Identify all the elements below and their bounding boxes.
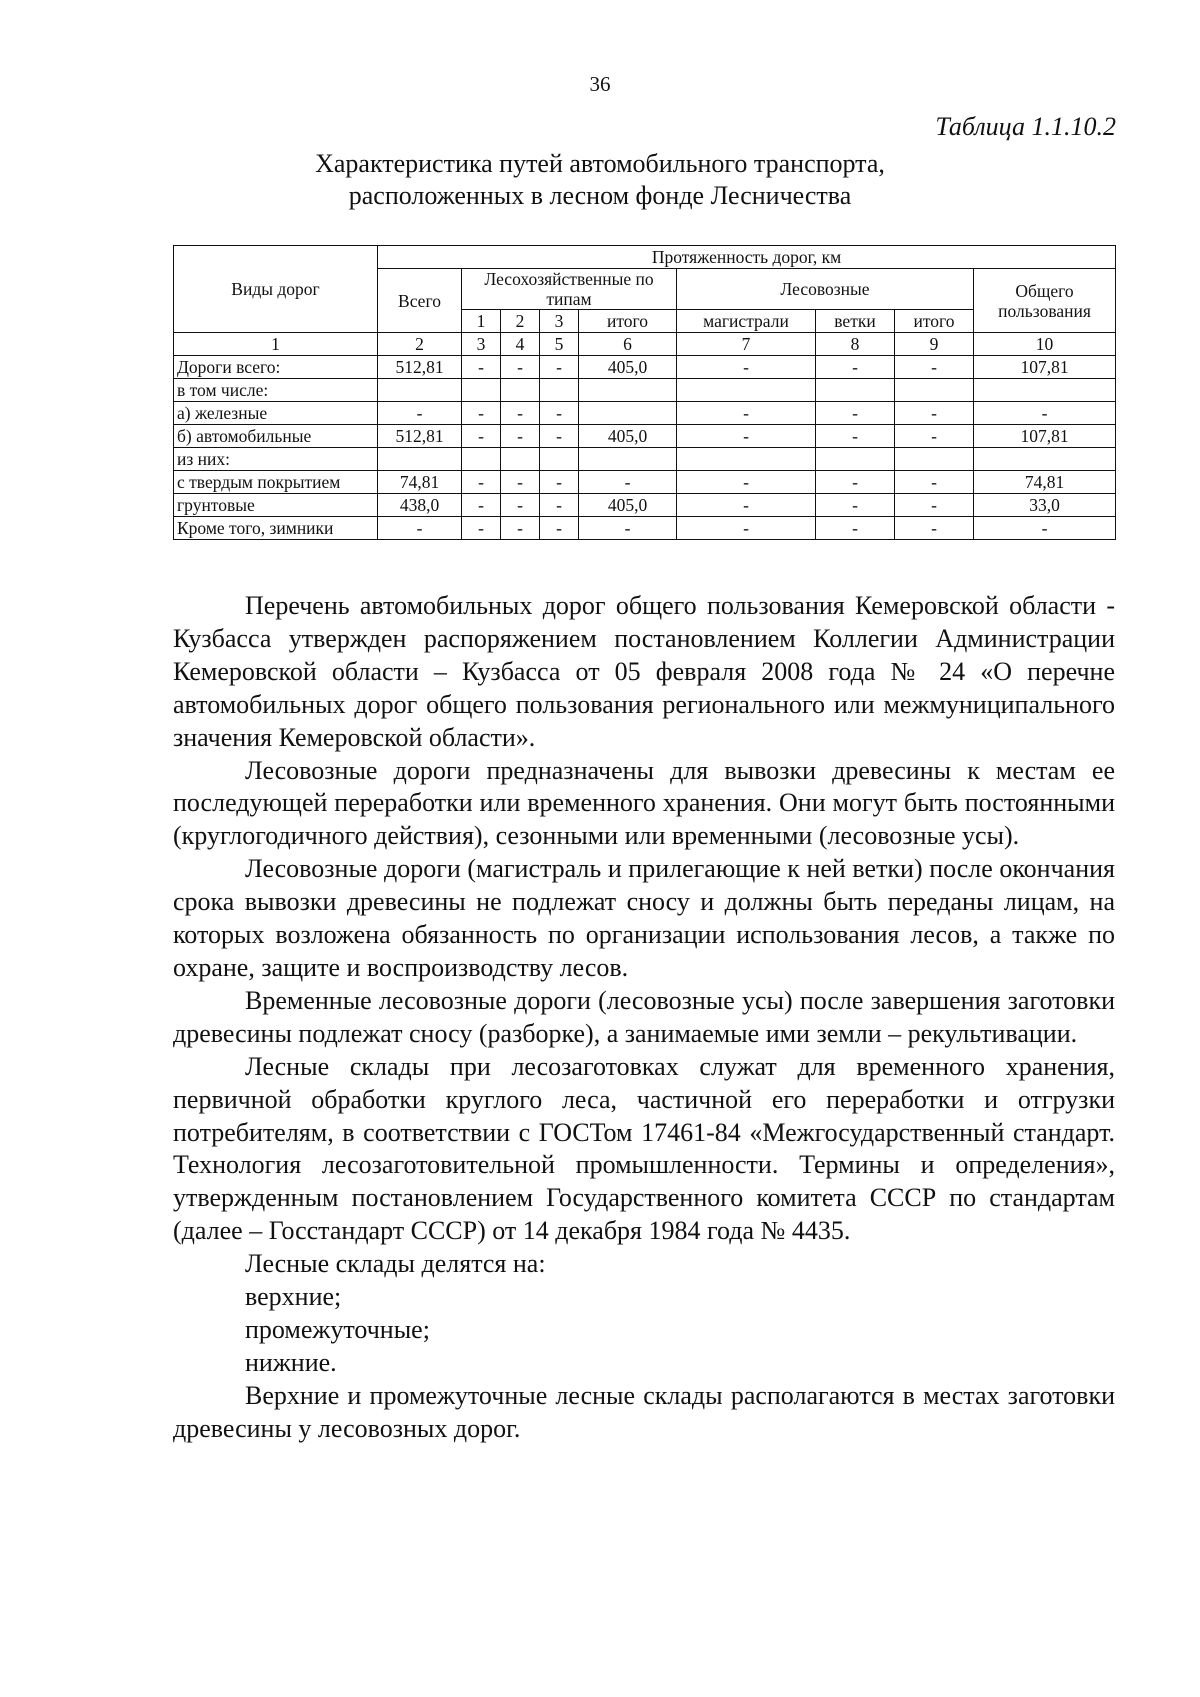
table-cell: - [540,494,579,517]
header-public: Общего пользования [974,269,1116,333]
table-cell: - [677,402,816,425]
table-cell: - [816,494,895,517]
table-cell: 405,0 [579,425,677,448]
table-cell [579,402,677,425]
table-cell: - [462,471,501,494]
table-cell: 438,0 [378,494,462,517]
table-row [174,425,1116,448]
header-type-2: 2 [501,310,540,333]
col-number: 7 [677,333,816,356]
table-cell [462,448,501,471]
table-cell [677,379,816,402]
row-label: в том числе: [174,379,378,402]
row-label: из них: [174,448,378,471]
table-cell: - [462,425,501,448]
table-row [174,448,1116,471]
table-cell [501,448,540,471]
table-row [174,356,1116,379]
table-cell: - [462,402,501,425]
table-row [174,471,1116,494]
header-length: Протяженность дорог, км [378,246,1116,269]
row-label: Дороги всего: [174,356,378,379]
header-logging-total: итого [895,310,974,333]
header-type-3: 3 [540,310,579,333]
body-text [173,590,1115,1446]
table-cell: - [540,356,579,379]
table-cell: 512,81 [378,425,462,448]
table-cell: - [462,494,501,517]
table-cell: - [579,517,677,540]
row-label: с твердым покрытием [174,471,378,494]
list-item: нижние. [245,1347,337,1377]
paragraph: Лесовозные дороги (магистраль и прилегающие к ней ветки) после окончания срока вывозки древесины не подлежат сносу и должны быть переданы лицам, на которых возложена обязанность по организации использования лесов, а также по охране, защите и воспроизводству лесов. [173,854,1115,982]
table-cell [501,379,540,402]
table-row [174,402,1116,425]
paragraph: Лесные склады при лесозаготовках служат для временного хранения, первичной обработки круглого леса, частичной его переработки и отгрузки потребителям, в соответствии с ГОСТом 17461-84 «Межгосударственный стандарт. Технология лесозаготовительной промышленности. Термины и определения», утвержденным постановлением Государственного комитета СССР по стандартам (далее – Госстандарт СССР) от 14 декабря 1984 года № 4435. [173,1051,1115,1246]
table-cell: 512,81 [378,356,462,379]
table-cell: - [540,402,579,425]
table-cell: - [974,402,1116,425]
table-cell [378,379,462,402]
table-body [174,356,1116,540]
table-cell: - [501,356,540,379]
col-number: 8 [816,333,895,356]
table-cell [816,379,895,402]
table-cell: - [501,402,540,425]
table-cell [540,379,579,402]
table-cell [895,448,974,471]
table-cell: - [540,517,579,540]
table-cell: - [816,471,895,494]
paragraph: Верхние и промежуточные лесные склады располагаются в местах заготовки древесины у лесовозных дорог. [173,1380,1115,1443]
table-cell: - [462,356,501,379]
header-total: Всего [378,269,462,333]
col-number: 10 [974,333,1116,356]
table-cell: - [378,517,462,540]
table-cell: 74,81 [378,471,462,494]
table-cell [974,448,1116,471]
paragraph: Лесные склады делятся на: [245,1249,546,1279]
table-cell: - [378,402,462,425]
table-cell [677,448,816,471]
table-cell: - [895,402,974,425]
table-title [0,148,1200,212]
table-cell: - [895,471,974,494]
paragraph: Лесовозные дороги предназначены для вывозки древесины к местам ее последующей переработки или временного хранения. Они могут быть постоянными (круглогодичного действия), сезонными или временными (лесовозные усы). [173,755,1115,851]
table-row [174,517,1116,540]
table-cell: - [540,425,579,448]
table-cell: - [677,425,816,448]
table-cell: - [677,517,816,540]
table-label: Таблица 1.1.10.2 [935,112,1116,141]
table-cell: 405,0 [579,356,677,379]
table-cell: - [895,494,974,517]
title-line: Характеристика путей автомобильного транспорта, [315,149,885,178]
table-row [174,379,1116,402]
header-forestry: Лесохозяйственные по типам [462,269,677,310]
column-number-row [174,333,1116,356]
header-road-types: Виды дорог [174,246,378,333]
header-forestry-total: итого [579,310,677,333]
table-cell: - [895,356,974,379]
row-label: а) железные [174,402,378,425]
table-row [174,494,1116,517]
table-cell [378,448,462,471]
table-cell [462,379,501,402]
table-cell: - [816,402,895,425]
col-number: 1 [174,333,378,356]
table-cell [540,448,579,471]
table-cell: - [816,517,895,540]
row-label: б) автомобильные [174,425,378,448]
header-mainlines: магистрали [677,310,816,333]
table-cell [579,379,677,402]
table-cell: - [816,425,895,448]
list-item: верхние; [245,1282,342,1312]
col-number: 3 [462,333,501,356]
table-cell: - [501,494,540,517]
page-number: 36 [589,72,611,96]
header-branches: ветки [816,310,895,333]
col-number: 2 [378,333,462,356]
col-number: 9 [895,333,974,356]
table-cell: - [677,494,816,517]
table-cell: - [816,356,895,379]
table-cell [579,448,677,471]
table-cell: - [974,517,1116,540]
table-cell: - [501,517,540,540]
table-cell: - [895,425,974,448]
table-cell: - [579,471,677,494]
table-cell [816,448,895,471]
table-cell: 107,81 [974,425,1116,448]
header-logging: Лесовозные [677,269,974,310]
table-cell: - [462,517,501,540]
row-label: Кроме того, зимники [174,517,378,540]
table-cell [974,379,1116,402]
table-cell: 33,0 [974,494,1116,517]
col-number: 5 [540,333,579,356]
list-item: промежуточные; [245,1314,430,1344]
table-cell: - [677,471,816,494]
col-number: 6 [579,333,677,356]
table-cell: - [501,425,540,448]
table-cell: - [895,517,974,540]
table-cell: 405,0 [579,494,677,517]
table-cell [895,379,974,402]
table-cell: 107,81 [974,356,1116,379]
title-line: расположенных в лесном фонде Лесничества [348,181,852,210]
row-label: грунтовые [174,494,378,517]
table-cell: 74,81 [974,471,1116,494]
table-cell: - [677,356,816,379]
col-number: 4 [501,333,540,356]
roads-table [173,245,1116,540]
table-cell: - [540,471,579,494]
paragraph: Временные лесовозные дороги (лесовозные усы) после завершения заготовки древесины подлежат сносу (разборке), а занимаемые ими земли – рекультивации. [173,985,1115,1048]
paragraph: Перечень автомобильных дорог общего пользования Кемеровской области - Кузбасса утвержден распоряжением постановлением Коллегии Администрации Кемеровской области – Кузбасса от 05 февраля 2008 года № 24 «О перечне автомобильных дорог общего пользования регионального или межмуниципального значения Кемеровской области». [173,591,1115,752]
table-cell: - [501,471,540,494]
header-type-1: 1 [462,310,501,333]
